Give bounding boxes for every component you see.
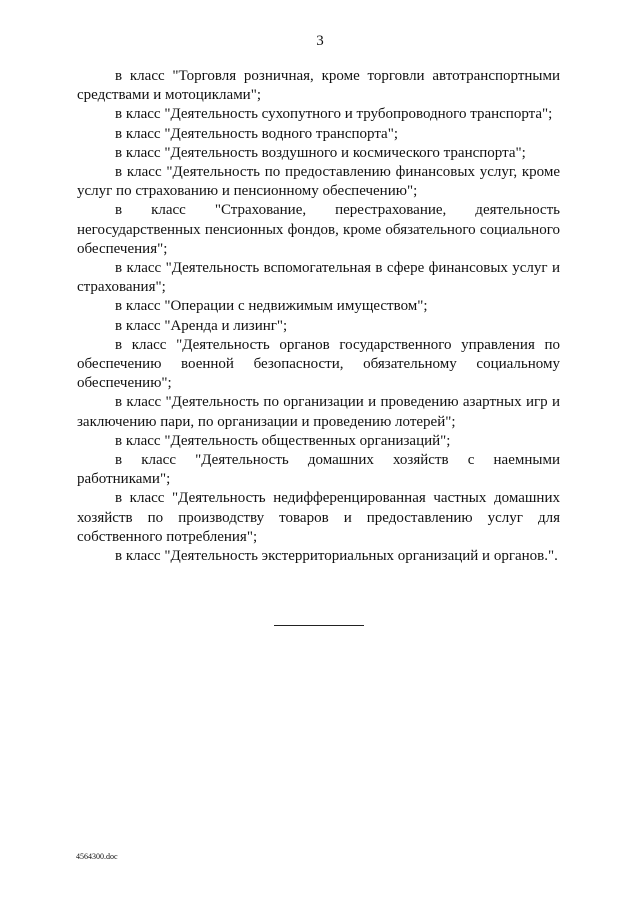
paragraph-real-estate: в класс "Операции с недвижимым имуществом";: [115, 298, 428, 315]
paragraph-land-transport: в класс "Деятельность сухопутного и трубопроводного транспорта";: [115, 106, 553, 123]
paragraph-retail-trade: в класс "Торговля розничная, кроме торговли автотранспортными средствами и мотоциклами";: [77, 68, 560, 104]
paragraph-financial-services: в класс "Деятельность по предоставлению финансовых услуг, кроме услуг по страхованию и пенсионному обеспечению";: [77, 164, 560, 200]
page-number: 3: [316, 33, 324, 49]
paragraph-gambling: в класс "Деятельность по организации и проведению азартных игр и заключению пари, по организации и проведению лотерей";: [77, 394, 560, 430]
paragraph-public-administration: в класс "Деятельность органов государственного управления по обеспечению военной безопасности, обязательному социальному обеспечению";: [77, 336, 560, 392]
paragraph-households-own-use: в класс "Деятельность недифференцированная частных домашних хозяйств по производству товаров и предоставлению услуг для собственного потребления";: [77, 490, 560, 545]
paragraph-insurance: в класс "Страхование, перестрахование, деятельность негосударственных пенсионных фондов, кроме обязательного социального обеспечения";: [77, 202, 560, 257]
paragraph-air-space-transport: в класс "Деятельность воздушного и космического транспорта";: [115, 144, 526, 161]
end-divider-line: [274, 625, 364, 626]
paragraph-auxiliary-financial: в класс "Деятельность вспомогательная в сфере финансовых услуг и страхования";: [77, 260, 560, 296]
paragraph-public-organizations: в класс "Деятельность общественных организаций";: [115, 432, 451, 449]
document-file-id: 4564300.doc: [76, 852, 118, 861]
paragraph-rental-leasing: в класс "Аренда и лизинг";: [115, 317, 288, 334]
document-body: [77, 67, 560, 566]
paragraph-extraterritorial: в класс "Деятельность экстерриториальных организаций и органов.".: [115, 548, 558, 565]
paragraph-water-transport: в класс "Деятельность водного транспорта";: [115, 125, 399, 142]
paragraph-households-employers: в класс "Деятельность домашних хозяйств с наемными работниками";: [77, 452, 560, 488]
